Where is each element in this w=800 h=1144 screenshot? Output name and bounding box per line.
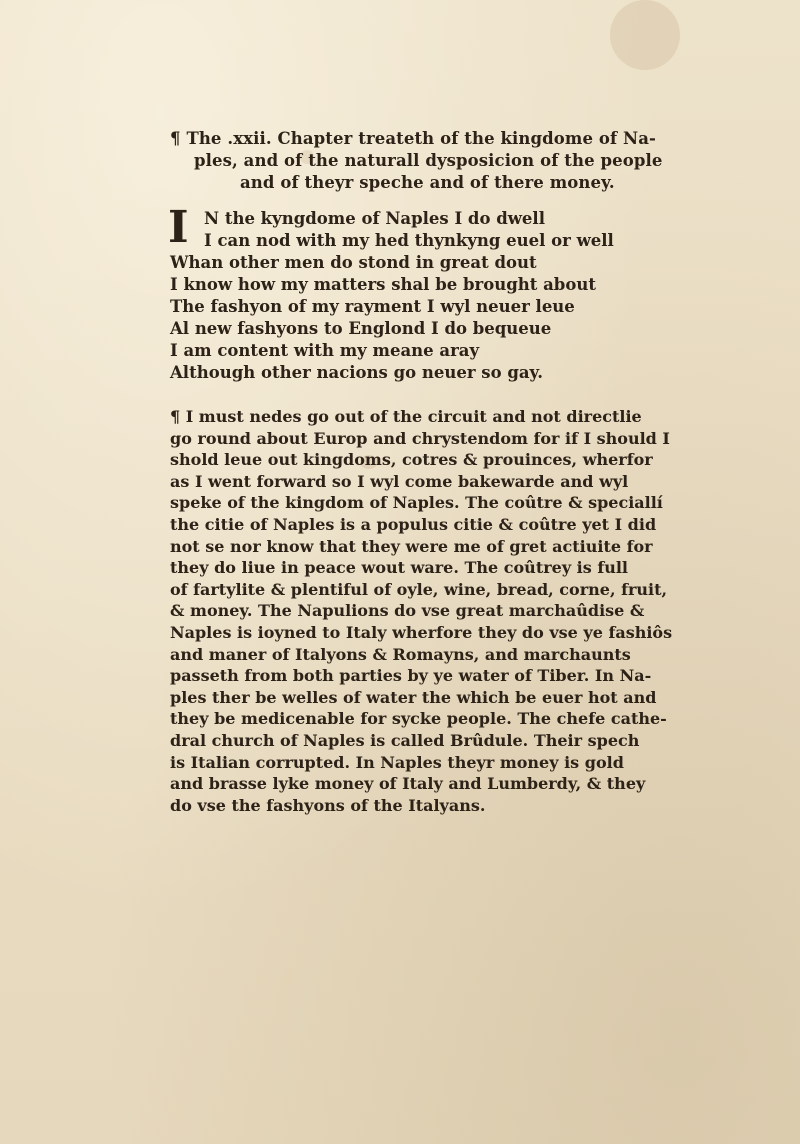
chapter-heading-line: and of theyr speche and of there money. <box>240 173 615 192</box>
prose-paragraph <box>170 406 690 816</box>
prose-line: do vse the fashyons of the Italyans. <box>170 795 486 815</box>
paper-stain <box>610 0 680 70</box>
prose-line: and maner of Italyons & Romayns, and marchaunts <box>170 644 631 664</box>
page-text <box>170 128 690 816</box>
prose-line: as I went forward so I wyl come bakewarde and wyl <box>170 471 629 491</box>
prose-line: ples ther be welles of water the which be euer hot and <box>170 687 657 707</box>
verse-line: Although other nacions go neuer so gay. <box>170 363 543 382</box>
chapter-heading-line: ¶ The .xxii. Chapter treateth of the kingdome of Na- <box>170 129 656 148</box>
prose-line: go round about Europ and chrystendom for if I should I <box>170 428 670 448</box>
prose-line: shold leue out kingdoms, cotres & prouinces, wherfor <box>170 450 653 470</box>
chapter-heading <box>170 128 690 194</box>
prose-line: they be medicenable for sycke people. The chefe cathe- <box>170 709 667 729</box>
prose-line: is Italian corrupted. In Naples theyr money is gold <box>170 752 624 772</box>
prose-line: not se nor know that they were me of gret actiuite for <box>170 536 653 556</box>
prose-line: Naples is ioyned to Italy wherfore they do vse ye fashiôs <box>170 622 673 642</box>
verse-line: I can nod with my hed thynkyng euel or well <box>204 231 614 250</box>
verse-line: Al new fashyons to Englond I do bequeue <box>170 319 552 338</box>
verse-block <box>168 202 690 384</box>
prose-line: & money. The Napulions do vse great marchaûdise & <box>170 601 645 621</box>
prose-line: dral church of Naples is called Brûdule. Their spech <box>170 730 640 750</box>
prose-line: passeth from both parties by ye water of Tiber. In Na- <box>170 666 652 686</box>
verse-line: N the kyngdome of Naples I do dwell <box>204 209 545 228</box>
prose-line: the citie of Naples is a populus citie & coûtre yet I did <box>170 514 657 534</box>
chapter-heading-line: ples, and of the naturall dysposicion of the people <box>194 151 663 170</box>
prose-line: they do liue in peace wout ware. The coûtrey is full <box>170 558 629 578</box>
prose-line: ¶ I must nedes go out of the circuit and not directlie <box>170 407 642 426</box>
verse-line: Whan other men do stond in great dout <box>170 253 537 272</box>
prose-line: of fartylite & plentiful of oyle, wine, bread, corne, fruit, <box>170 579 668 599</box>
drop-cap-initial: I <box>168 202 189 253</box>
verse-line: I am content with my meane aray <box>170 341 480 360</box>
verse-line: The fashyon of my rayment I wyl neuer leue <box>170 297 575 316</box>
verse-line: I know how my matters shal be brought about <box>170 275 596 294</box>
prose-line: and brasse lyke money of Italy and Lumberdy, & they <box>170 774 646 794</box>
prose-line: speke of the kingdom of Naples. The coûtre & speciallí <box>170 493 663 513</box>
